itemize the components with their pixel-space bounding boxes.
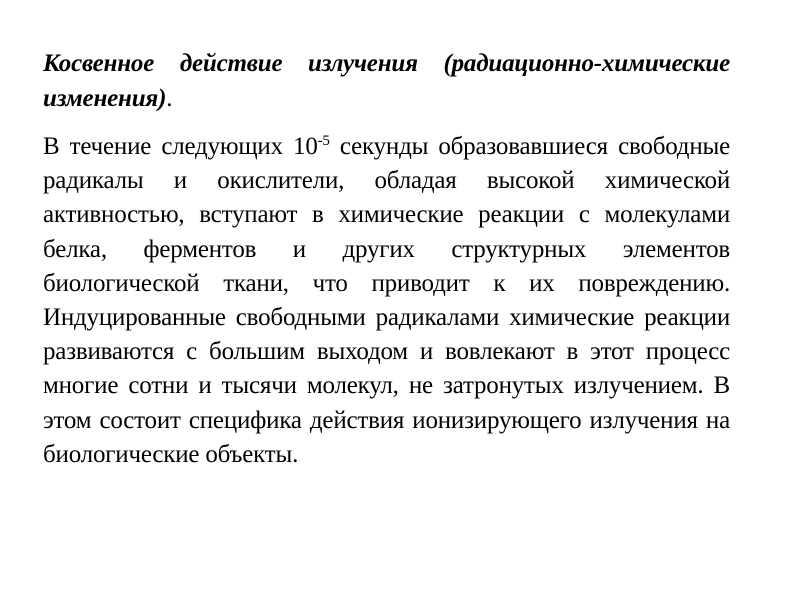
paragraph-lead: В течение следующих 10: [43, 133, 318, 160]
slide-heading: [43, 46, 730, 116]
heading-text: Косвенное действие излучения (радиационно-химические изменения): [43, 50, 730, 112]
paragraph-rest: секунды образовавшиеся свободные радикалы и окислители, обладая высокой химической активностью, вступают в химические реакции с молекулами белка, ферментов и других структурных элементов биологической ткани, что приводит к их повреждению. Индуцированные свободными радикалами химические реакции развиваются с большим выходом и вовлекают в этот процесс многие сотни и тысячи молекул, не затронутых излучением. В этом состоит специфика действия ионизирующего излучения на биологические объекты.: [43, 133, 730, 468]
exponent: -5: [317, 133, 330, 149]
body-paragraph: [43, 130, 730, 472]
heading-period: .: [166, 85, 173, 112]
